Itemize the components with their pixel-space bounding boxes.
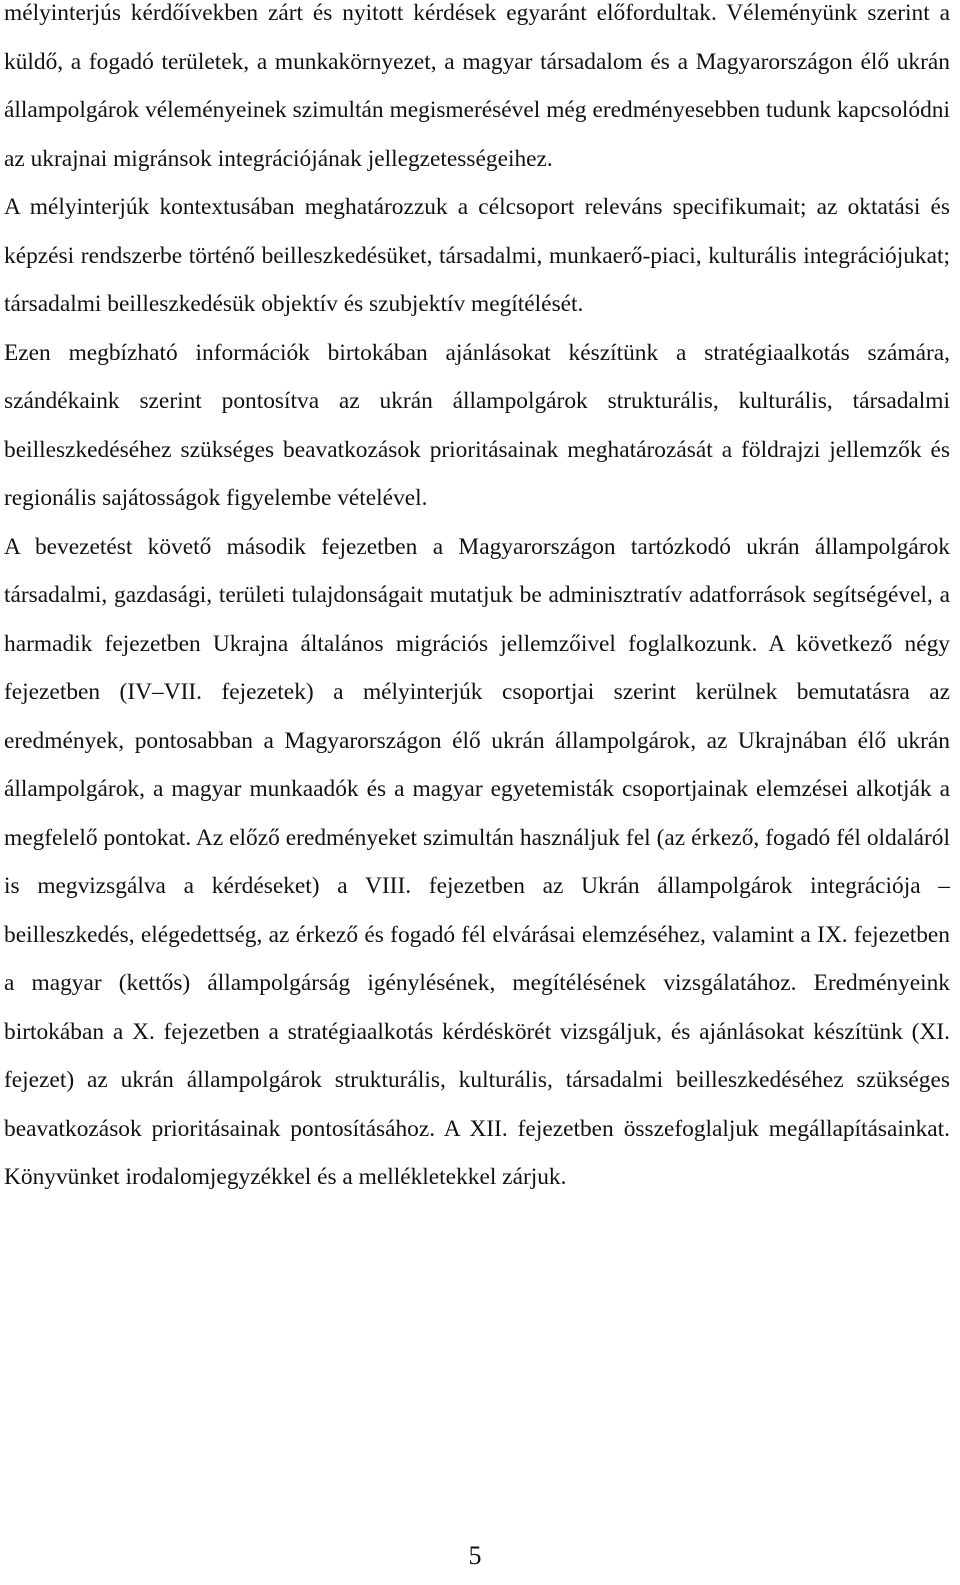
paragraph-interview-context [4,183,950,329]
document-page [4,0,950,1202]
paragraph-text: A bevezetést követő második fejezetben a Magyarországon tartózkodó ukrán állampolgárok társadalmi, gazdasági, területi tulajdonságait mutatjuk be adminisztratív adatforrások segítségével, a harmadik fejezetben Ukrajna általános migrációs jellemzőivel foglalkozunk. A következő négy fejezetben (IV–VII. fejezetek) a mélyinterjúk csoportjai szerint kerülnek bemutatásra az eredmények, pontosabban a Magyarországon élő ukrán állampolgárok, az Ukrajnában élő ukrán állampolgárok, a magyar munkaadók és a magyar egyetemisták csoportjainak elemzései alkotják a megfelelő pontokat. Az előző eredményeket szimultán használjuk fel (az érkező, fogadó fél oldaláról is megvizsgálva a kérdéseket) a VIII. fejezetben az [4,533,950,899]
paragraph-text: elemzéséhez, valamint a IX. fejezetben a magyar (kettős) állampolgárság igénylésének, megítélésének vizsgálatához. Eredményeink birtokában a X. fejezetben a stratégiaalkotás kérdéskörét vizsgáljuk, és ajánlásokat készítünk (XI. fejezet) az ukrán állampolgárok strukturális, kulturális, társadalmi beilleszkedéséhez szükséges beavatkozások prioritásainak pontosításához. A XII. fejezetben összefoglaljuk megállapításainkat. Könyvünket irodalomjegyzékkel és a mellékletekkel zárjuk. [4,921,951,1190]
paragraph-recommendations [4,329,950,523]
paragraph-chapter-overview [4,523,950,1202]
page-number: 5 [468,1541,482,1570]
paragraph-text: A mélyinterjúk kontextusában meghatározzuk a célcsoport releváns specifikumait; az oktatási és képzési rendszerbe történő beilleszkedésüket, társadalmi, munkaerő-piaci, kulturális integrációjukat; társadalmi beilleszkedésük objektív és szubjektív megítélését. [4,194,950,317]
paragraph-text: Ezen megbízható információk birtokában ajánlásokat készítünk a stratégiaalkotás számára, szándékaink szerint pontosítva az ukrán állampolgárok strukturális, kulturális, társadalmi beilleszkedéséhez szükséges beavatkozások prioritásainak meghatározását a földrajzi jellemzők és regionális sajátosságok figyelembe vételével. [4,339,950,511]
chapter-title-italic: Ukrán állampolgárok integrációja – beilleszkedés, elégedettség, az érkező és fogadó fél elvárásai [4,873,950,948]
paragraph-text: mélyinterjús kérdőívekben zárt és nyitott kérdések egyaránt előfordultak. Véleményünk szerint a küldő, a fogadó területek, a munkakörnyezet, a magyar társadalom és a Magyarországon élő ukrán állampolgárok véleményeinek szimultán megismerésével még eredményesebben tudunk kapcsolódni az ukrajnai migránsok integrációjának jellegzetességeihez. [4,0,950,172]
paragraph-methodology [4,0,950,183]
